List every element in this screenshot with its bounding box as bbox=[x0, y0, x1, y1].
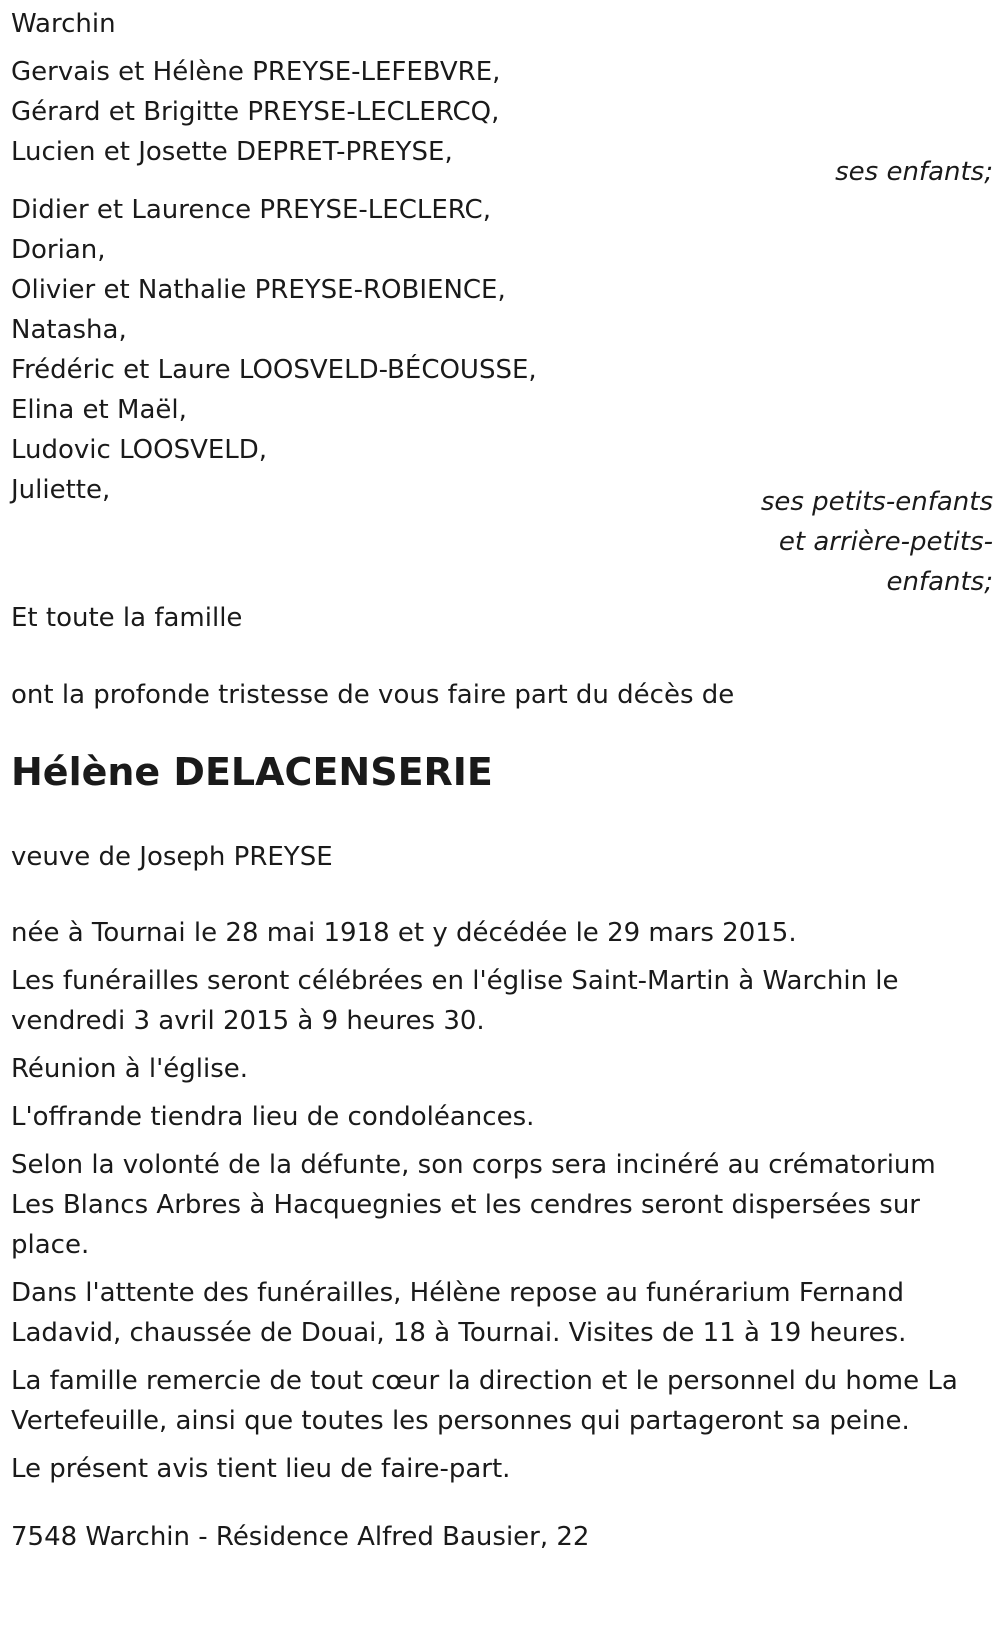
list-item: Olivier et Nathalie PREYSE-ROBIENCE, bbox=[11, 275, 506, 305]
list-item: Lucien et Josette DEPRET-PREYSE, bbox=[11, 137, 453, 167]
details-paragraphs bbox=[11, 913, 958, 1489]
grandchildren-label-line: enfants; bbox=[886, 567, 993, 597]
grandchildren-list bbox=[11, 190, 537, 510]
address: 7548 Warchin - Résidence Alfred Bausier, 22 bbox=[11, 1522, 590, 1552]
list-item: Ludovic LOOSVELD, bbox=[11, 435, 268, 465]
list-item: Didier et Laurence PREYSE-LECLERC, bbox=[11, 195, 491, 225]
paragraph-birth-death: née à Tournai le 28 mai 1918 et y décédée le 29 mars 2015. bbox=[11, 918, 797, 948]
grandchildren-label-line: et arrière-petits- bbox=[778, 527, 993, 557]
list-item: Frédéric et Laure LOOSVELD-BÉCOUSSE, bbox=[11, 355, 537, 385]
paragraph-notice: Le présent avis tient lieu de faire-part. bbox=[11, 1454, 511, 1484]
deceased-name: Hélène DELACENSERIE bbox=[11, 750, 493, 794]
paragraph-funeral: Les funérailles seront célébrées en l'église Saint-Martin à Warchin le vendredi 3 avril 2015 à 9 heures 30. bbox=[11, 966, 899, 1036]
place-name: Warchin bbox=[11, 9, 116, 39]
list-item: Juliette, bbox=[11, 475, 111, 505]
grandchildren-label-line: ses petits-enfants bbox=[760, 487, 993, 517]
grandchildren-label bbox=[11, 482, 993, 602]
list-item: Gervais et Hélène PREYSE-LEFEBVRE, bbox=[11, 57, 501, 87]
paragraph-meeting: Réunion à l'église. bbox=[11, 1054, 249, 1084]
paragraph-offering: L'offrande tiendra lieu de condoléances. bbox=[11, 1102, 535, 1132]
paragraph-thanks: La famille remercie de tout cœur la direction et le personnel du home La Vertefeuille, ainsi que toutes les personnes qui partageront sa peine. bbox=[11, 1366, 958, 1436]
list-item: Dorian, bbox=[11, 235, 106, 265]
widow-of: veuve de Joseph PREYSE bbox=[11, 842, 333, 872]
paragraph-funerarium: Dans l'attente des funérailles, Hélène repose au funérarium Fernand Ladavid, chaussée de Douai, 18 à Tournai. Visites de 11 à 19 heures. bbox=[11, 1278, 907, 1348]
list-item: Natasha, bbox=[11, 315, 127, 345]
children-label: ses enfants; bbox=[835, 157, 993, 187]
list-item: Gérard et Brigitte PREYSE-LECLERCQ, bbox=[11, 97, 500, 127]
family-line: Et toute la famille bbox=[11, 603, 243, 633]
announcement: ont la profonde tristesse de vous faire part du décès de bbox=[11, 680, 735, 710]
paragraph-cremation: Selon la volonté de la défunte, son corps sera incinéré au crématorium Les Blancs Arbres à Hacquegnies et les cendres seront dispersées sur place. bbox=[11, 1150, 936, 1260]
list-item: Elina et Maël, bbox=[11, 395, 187, 425]
